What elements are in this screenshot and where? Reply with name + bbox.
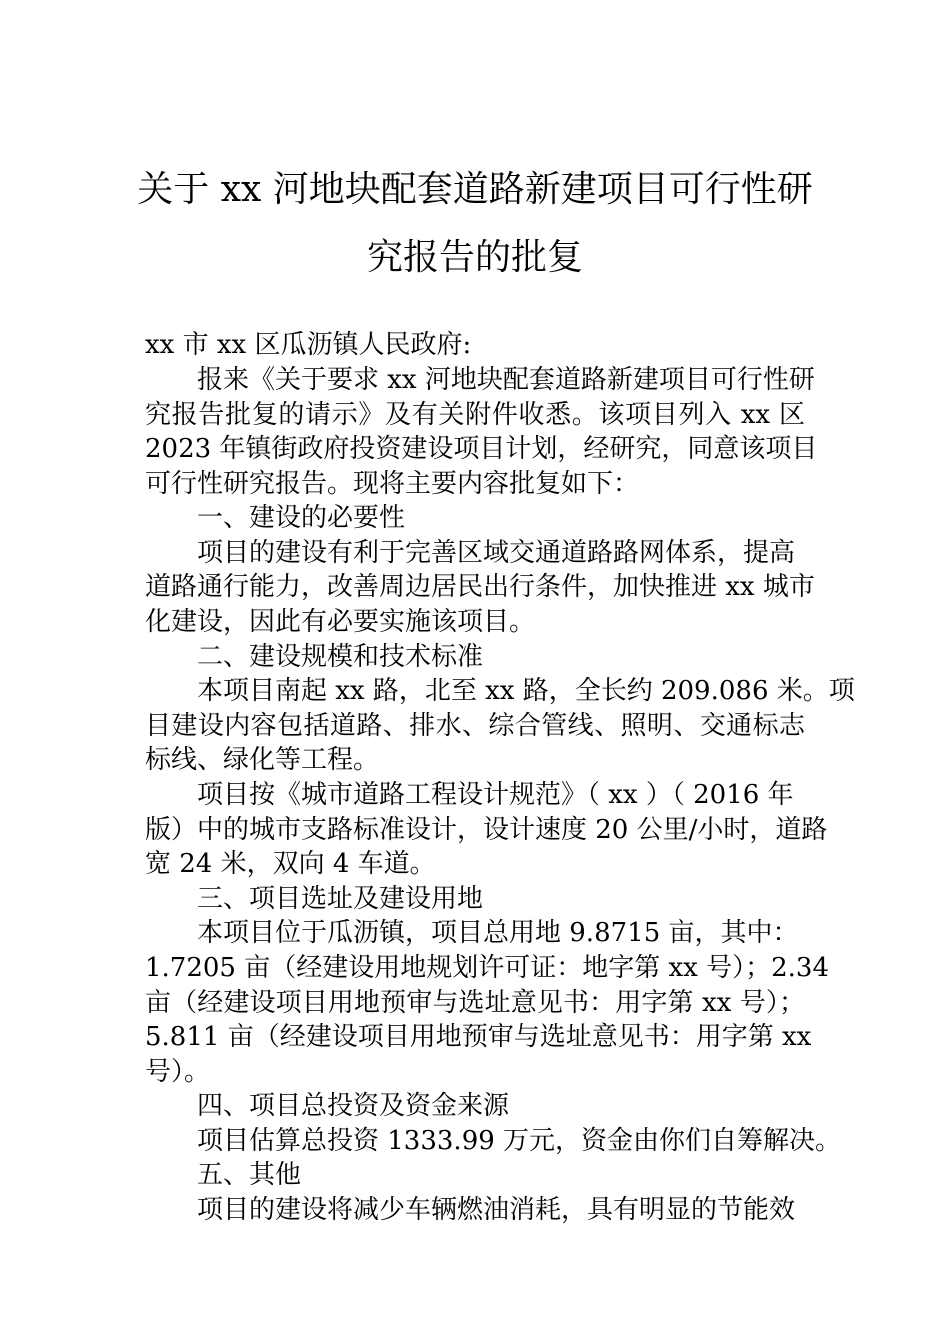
- paragraph-line: 宽 24 米，双向 4 车道。: [145, 849, 436, 879]
- paragraph-line: 化建设，因此有必要实施该项目。: [145, 607, 536, 637]
- section-heading: 三、项目选址及建设用地: [197, 884, 484, 914]
- section-heading: 五、其他: [197, 1160, 302, 1190]
- document-title-line-1: 关于 xx 河地块配套道路新建项目可行性研: [137, 169, 813, 210]
- paragraph-line: 2023 年镇街政府投资建设项目计划，经研究，同意该项目: [145, 434, 818, 464]
- paragraph-line: 究报告批复的请示》及有关附件收悉。该项目列入 xx 区: [145, 400, 805, 430]
- paragraph-line: 项目的建设有利于完善区域交通道路路网体系，提高: [197, 538, 796, 568]
- paragraph-line: 本项目位于瓜沥镇，项目总用地 9.8715 亩，其中：: [197, 918, 799, 948]
- section-heading: 四、项目总投资及资金来源: [197, 1091, 510, 1121]
- paragraph-line: 版）中的城市支路标准设计，设计速度 20 公里/小时，道路: [145, 815, 828, 845]
- section-heading: 二、建设规模和技术标准: [197, 642, 484, 672]
- document-title-line-2: 究报告的批复: [366, 237, 583, 278]
- paragraph-line: 1.7205 亩（经建设用地规划许可证：地字第 xx 号）；2.34: [145, 953, 829, 983]
- paragraph-line: 亩（经建设项目用地预审与选址意见书：用字第 xx 号）；: [145, 988, 805, 1018]
- paragraph-line: 项目的建设将减少车辆燃油消耗，具有明显的节能效: [197, 1195, 796, 1225]
- paragraph-line: 本项目南起 xx 路，北至 xx 路，全长约 209.086 米。项: [197, 676, 855, 706]
- paragraph-line: 标线、绿化等工程。: [145, 745, 380, 775]
- paragraph-line: 项目按《城市道路工程设计规范》（ xx ）（ 2016 年: [197, 780, 794, 810]
- paragraph-line: 可行性研究报告。现将主要内容批复如下：: [145, 469, 640, 499]
- paragraph-line: 项目估算总投资 1333.99 万元，资金由你们自筹解决。: [197, 1126, 842, 1156]
- paragraph-line: 5.811 亩（经建设项目用地预审与选址意见书：用字第 xx: [145, 1022, 812, 1052]
- paragraph-line: 目建设内容包括道路、排水、综合管线、照明、交通标志: [145, 711, 805, 741]
- paragraph-line: 道路通行能力，改善周边居民出行条件，加快推进 xx 城市: [145, 572, 815, 602]
- paragraph-line: 号）。: [145, 1057, 211, 1087]
- section-heading: 一、建设的必要性: [197, 503, 406, 533]
- addressee: xx 市 xx 区瓜沥镇人民政府:: [145, 330, 472, 360]
- paragraph-line: 报来《关于要求 xx 河地块配套道路新建项目可行性研: [197, 365, 815, 395]
